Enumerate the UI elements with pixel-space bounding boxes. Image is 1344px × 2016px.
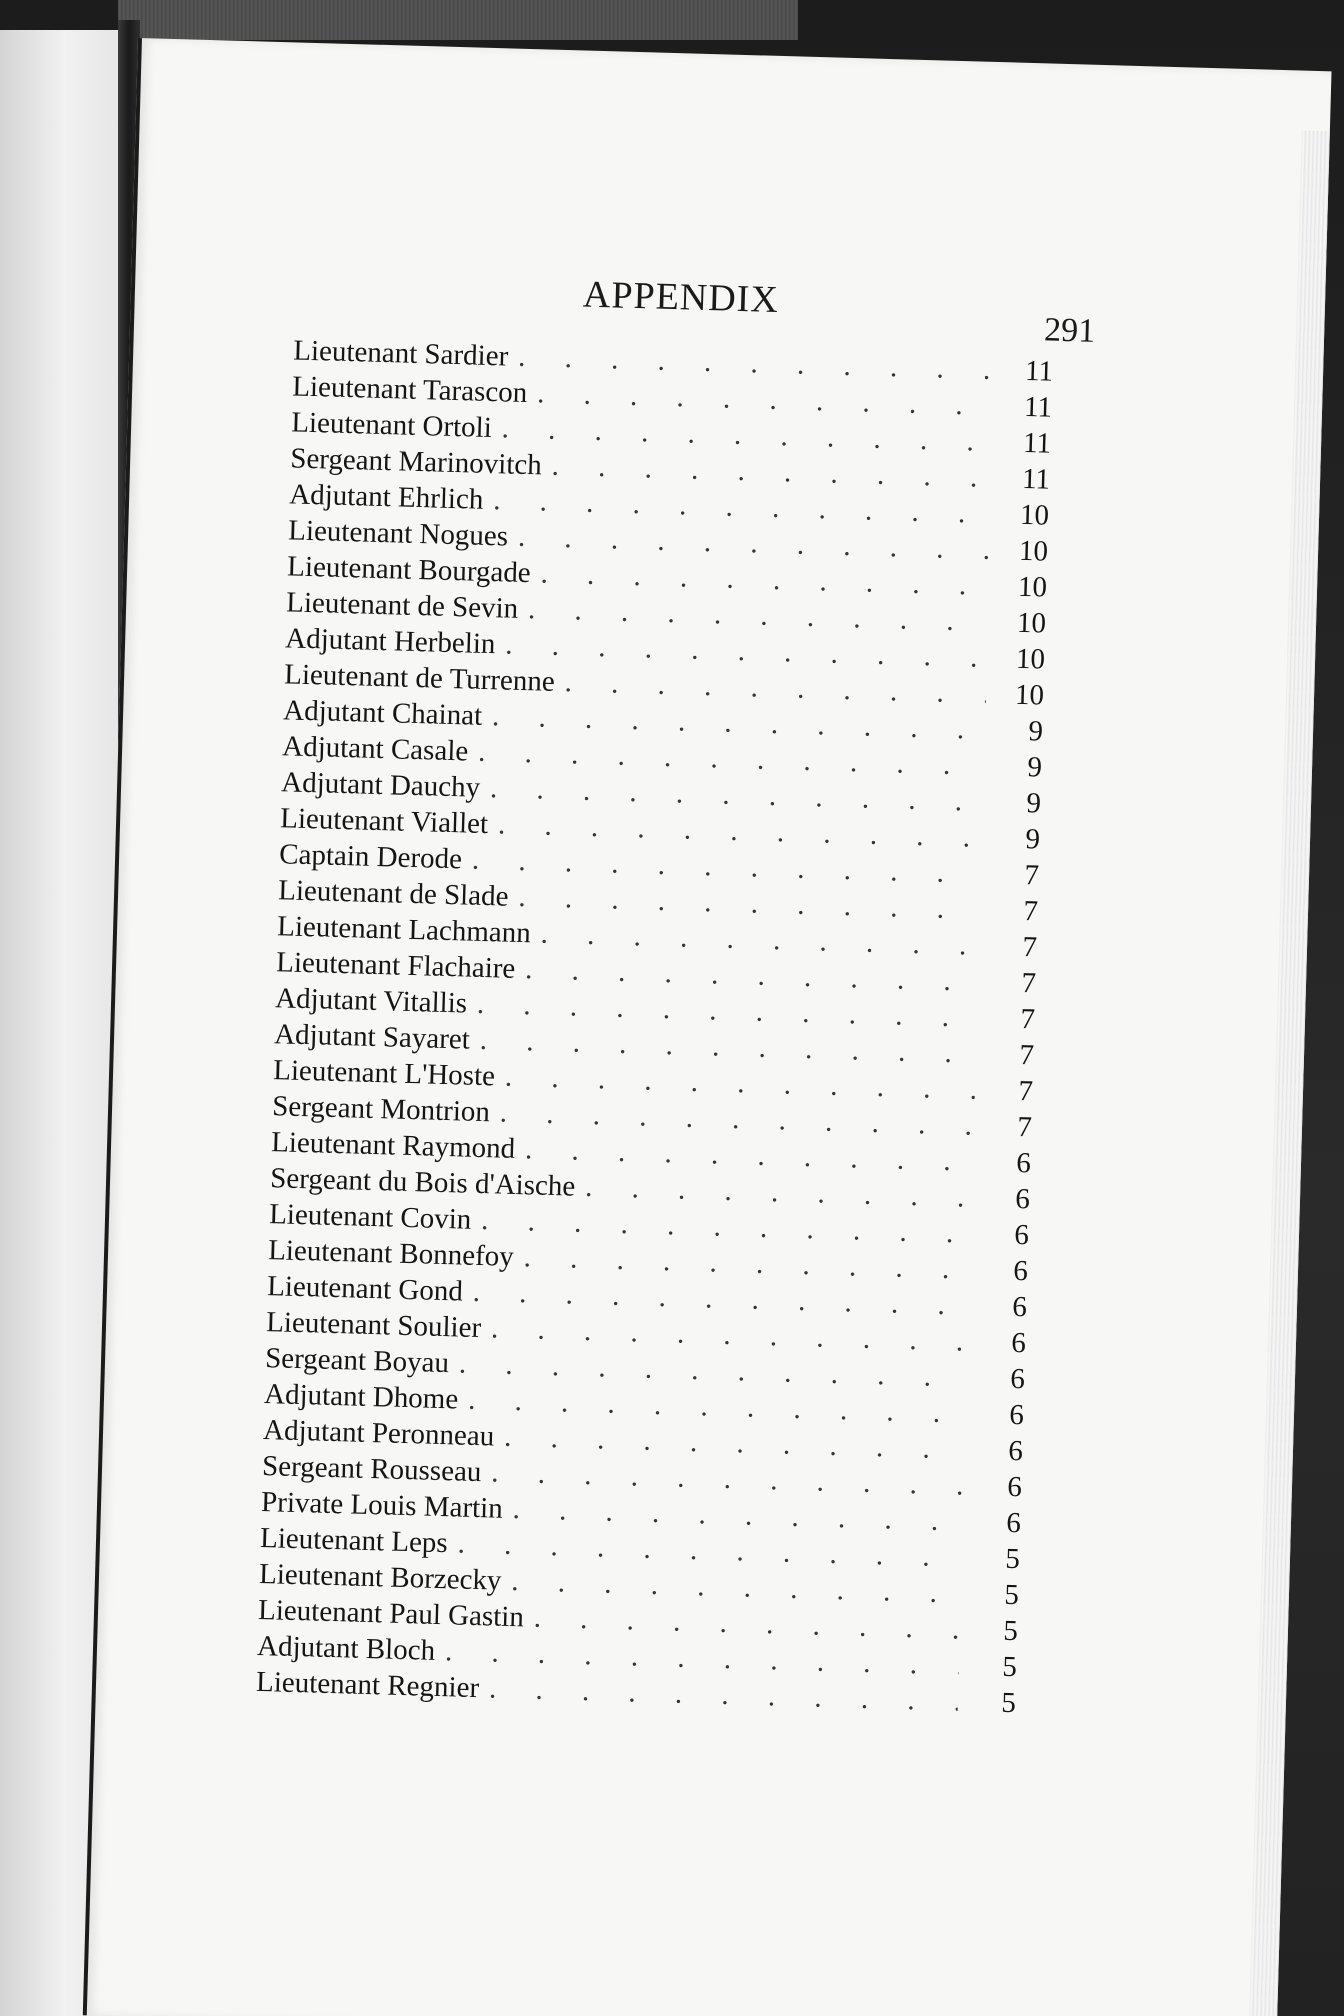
entry-count: 9 bbox=[1027, 751, 1043, 784]
entry-count: 6 bbox=[1009, 1362, 1026, 1396]
book-page bbox=[83, 38, 1332, 2016]
entry-count: 7 bbox=[1020, 1003, 1036, 1036]
entry-count: 7 bbox=[1023, 895, 1039, 928]
entry-count: 7 bbox=[1024, 859, 1040, 892]
entry-name: Adjutant Dhome bbox=[263, 1378, 459, 1416]
entry-name: Lieutenant Gond bbox=[266, 1270, 464, 1308]
entry-count: 11 bbox=[1021, 462, 1051, 496]
entry-count: 5 bbox=[1001, 1650, 1018, 1684]
running-head: APPENDIX bbox=[582, 273, 780, 321]
entry-count: 6 bbox=[1010, 1326, 1027, 1360]
entry-count: 6 bbox=[1014, 1182, 1031, 1216]
entry-name: Lieutenant de Slade bbox=[277, 874, 509, 913]
entry-count: 11 bbox=[1022, 426, 1052, 460]
entry-name: Lieutenant Paul Gastin bbox=[257, 1593, 525, 1634]
entry-name: Adjutant Ehrlich bbox=[288, 478, 484, 516]
entry-name: Adjutant Herbelin bbox=[284, 622, 496, 661]
entry-name: Lieutenant Regnier bbox=[255, 1665, 480, 1705]
entry-name: Lieutenant Sardier bbox=[292, 334, 509, 373]
entry-name: Adjutant Dauchy bbox=[280, 766, 481, 804]
entry-count: 10 bbox=[1018, 534, 1049, 568]
entry-count: 7 bbox=[1017, 1075, 1034, 1108]
entry-name: Sergeant Boyau bbox=[264, 1342, 450, 1380]
entry-name: Sergeant Montrion bbox=[271, 1090, 491, 1129]
entry-name: Lieutenant Leps bbox=[259, 1522, 449, 1560]
entry-count: 11 bbox=[1023, 390, 1053, 424]
entry-count: 9 bbox=[1025, 823, 1041, 856]
entry-name: Lieutenant Flachaire bbox=[275, 946, 516, 985]
entry-count: 11 bbox=[1024, 354, 1054, 388]
page-number: 291 bbox=[1043, 311, 1096, 350]
entry-count: 10 bbox=[1017, 570, 1048, 604]
entry-count: 10 bbox=[1014, 678, 1045, 712]
entry-name: Lieutenant de Sevin bbox=[285, 586, 519, 625]
entry-name: Lieutenant Viallet bbox=[279, 802, 489, 841]
entry-count: 5 bbox=[1004, 1542, 1021, 1576]
entry-count: 10 bbox=[1015, 642, 1046, 676]
entry-count: 6 bbox=[1015, 1146, 1032, 1180]
entry-name: Private Louis Martin bbox=[260, 1486, 504, 1525]
entry-name: Adjutant Casale bbox=[281, 730, 469, 768]
entry-name: Adjutant Vitallis bbox=[274, 982, 468, 1020]
entry-name: Adjutant Bloch bbox=[256, 1629, 436, 1667]
entry-name: Lieutenant Bonnefoy bbox=[267, 1234, 515, 1273]
entry-count: 5 bbox=[1002, 1614, 1019, 1648]
entry-name: Adjutant Peronneau bbox=[262, 1414, 495, 1453]
entry-count: 6 bbox=[1005, 1506, 1022, 1540]
entry-name: Lieutenant Covin bbox=[268, 1198, 472, 1236]
entry-name: Lieutenant Soulier bbox=[265, 1306, 482, 1345]
entry-count: 9 bbox=[1026, 787, 1042, 820]
entry-name: Lieutenant Borzecky bbox=[258, 1557, 502, 1597]
entry-count: 6 bbox=[1013, 1218, 1030, 1252]
entry-count: 6 bbox=[1012, 1254, 1029, 1288]
entry-name: Lieutenant Ortoli bbox=[290, 406, 493, 445]
entry-count: 6 bbox=[1011, 1290, 1028, 1324]
entry-name: Adjutant Chainat bbox=[282, 694, 483, 732]
entry-count: 6 bbox=[1007, 1434, 1024, 1468]
entry-count: 7 bbox=[1019, 1039, 1035, 1072]
entry-name: Lieutenant de Turrenne bbox=[283, 658, 556, 698]
book-cover-edge bbox=[118, 0, 798, 40]
entry-count: 7 bbox=[1021, 967, 1037, 1000]
entry-count: 9 bbox=[1028, 715, 1044, 748]
entry-list bbox=[256, 334, 1054, 1723]
entry-name: Adjutant Sayaret bbox=[273, 1018, 471, 1056]
entry-name: Lieutenant Lachmann bbox=[276, 910, 532, 950]
entry-name: Lieutenant Tarascon bbox=[291, 370, 528, 409]
entry-name: Lieutenant Bourgade bbox=[286, 550, 532, 590]
entry-count: 5 bbox=[1000, 1686, 1017, 1720]
entry-count: 6 bbox=[1006, 1470, 1023, 1504]
entry-count: 7 bbox=[1022, 931, 1038, 964]
entry-name: Captain Derode bbox=[278, 838, 463, 876]
entry-name: Sergeant du Bois d'Aische bbox=[269, 1162, 576, 1203]
entry-name: Lieutenant L'Hoste bbox=[272, 1054, 496, 1093]
entry-count: 6 bbox=[1008, 1398, 1025, 1432]
entry-count: 5 bbox=[1003, 1578, 1020, 1612]
entry-name: Lieutenant Raymond bbox=[270, 1126, 516, 1165]
entry-name: Sergeant Rousseau bbox=[261, 1450, 482, 1489]
entry-name: Sergeant Marinovitch bbox=[289, 442, 543, 482]
entry-count: 10 bbox=[1019, 498, 1050, 532]
page-edges bbox=[1249, 131, 1330, 2016]
entry-name: Lieutenant Nogues bbox=[287, 514, 509, 553]
entry-count: 7 bbox=[1016, 1110, 1033, 1144]
entry-count: 10 bbox=[1016, 606, 1047, 640]
